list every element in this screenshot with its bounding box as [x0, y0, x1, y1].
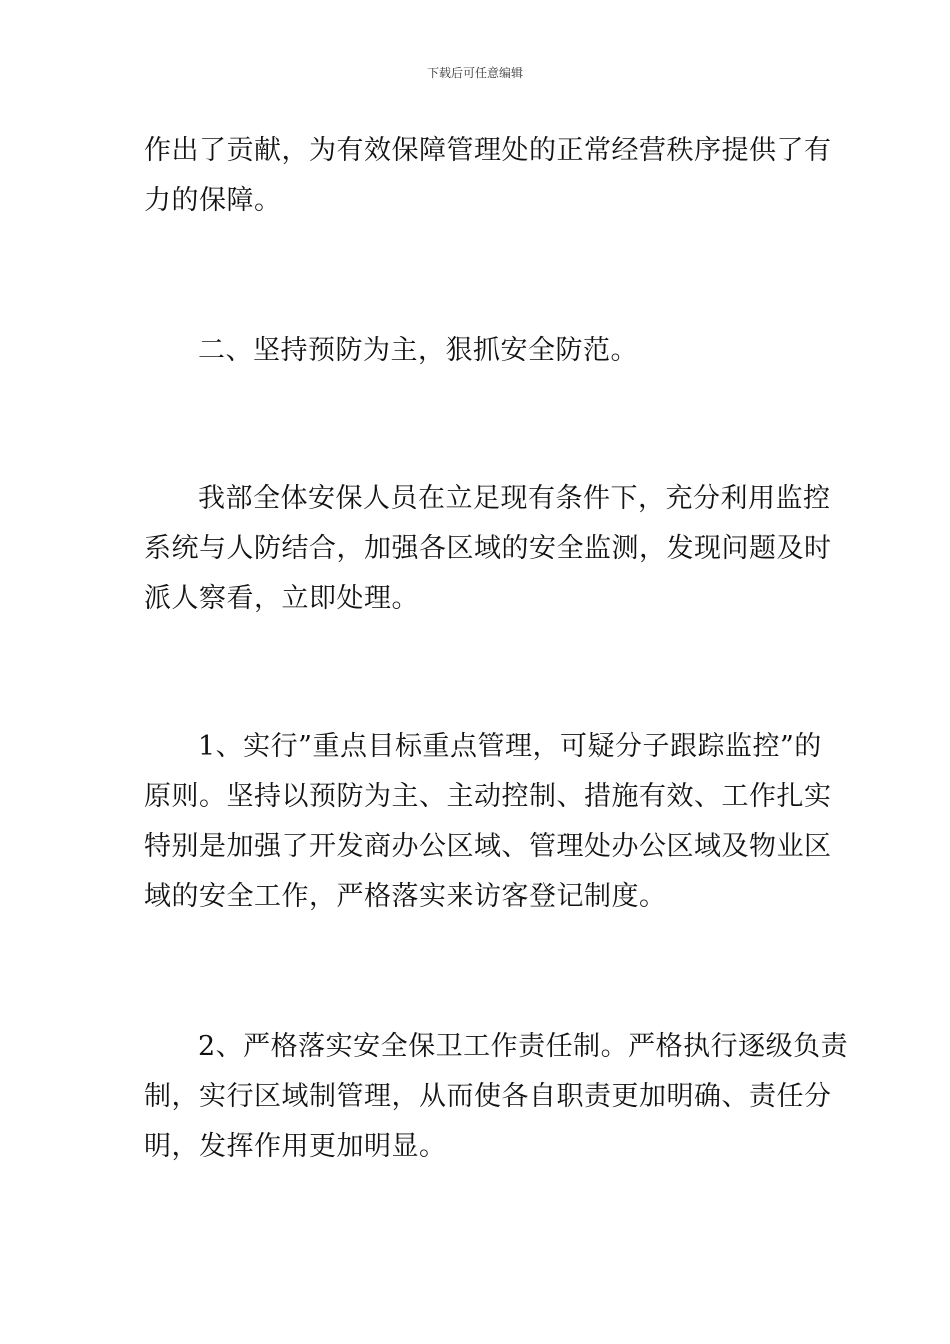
text-line: 系统与人防结合，加强各区域的安全监测，发现问题及时 [144, 533, 832, 564]
text-line: 特别是加强了开发商办公区域、管理处办公区域及物业区 [144, 831, 832, 862]
text-line: 我部全体安保人员在立足现有条件下，充分利用监控 [198, 483, 831, 514]
text-line: 作出了贡献，为有效保障管理处的正常经营秩序提供了有 [144, 135, 832, 166]
text-line: 域的安全工作，严格落实来访客登记制度。 [144, 881, 667, 912]
text-line: 1、实行”重点目标重点管理，可疑分子跟踪监控”的 [198, 731, 822, 762]
section-heading [144, 326, 810, 376]
paragraph-item-2 [144, 1022, 849, 1172]
heading-line: 二、坚持预防为主，狠抓安全防范。 [198, 335, 638, 366]
text-line: 原则。坚持以预防为主、主动控制、措施有效、工作扎实 [144, 781, 832, 812]
text-line: 制，实行区域制管理，从而使各自职责更加明确、责任分 [144, 1081, 832, 1112]
page-header: 下载后可任意编辑 [426, 66, 523, 80]
text-line: 力的保障。 [144, 185, 282, 216]
paragraph-item-1 [144, 722, 832, 922]
text-line: 2、严格落实安全保卫工作责任制。严格执行逐级负责 [198, 1031, 849, 1062]
paragraph-security-staff [144, 474, 832, 624]
text-line: 派人察看，立即处理。 [144, 583, 419, 614]
text-line: 明，发挥作用更加明显。 [144, 1131, 447, 1162]
paragraph-continuation [144, 126, 832, 226]
